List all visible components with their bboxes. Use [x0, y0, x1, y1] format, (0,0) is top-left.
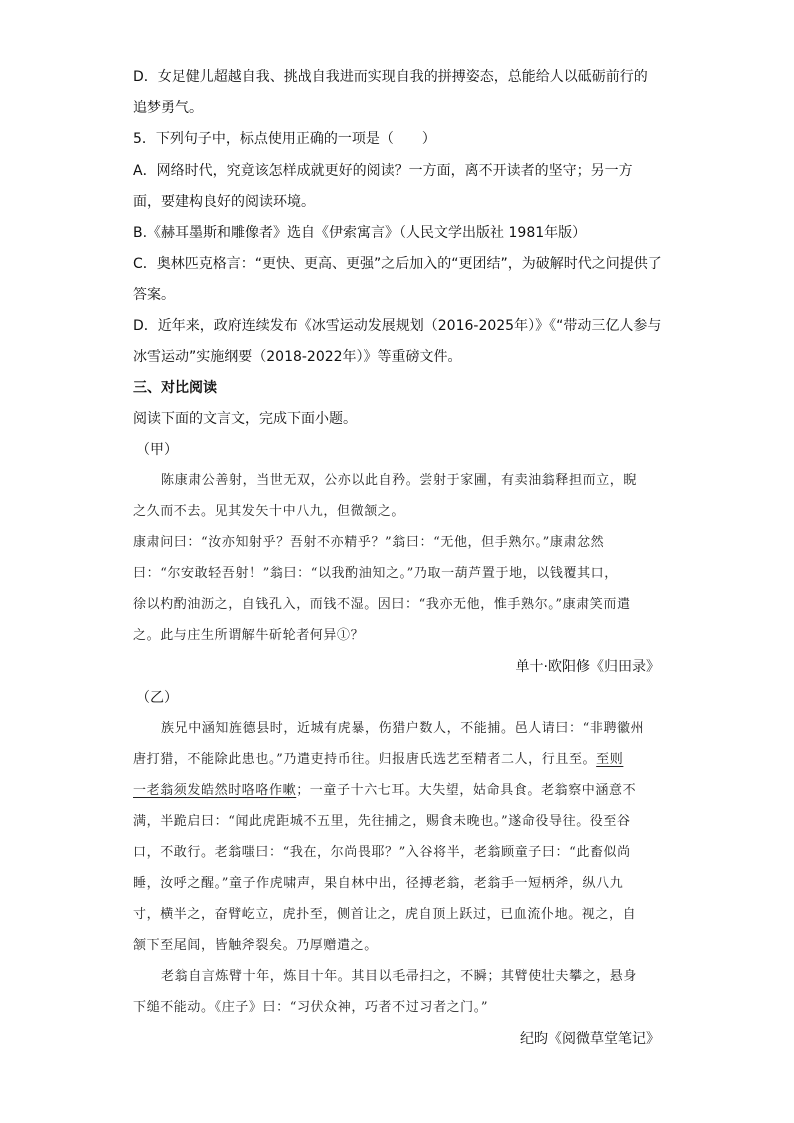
passage-yi-line3 [133, 781, 636, 801]
passage-yi-line8: 颔下至尾闾，皆触斧裂矣。乃厚赠遣之。 [133, 938, 378, 953]
passage-yi-line2 [133, 750, 623, 770]
q5-option-c-line2: 答案。 [133, 287, 175, 303]
passage-yi-line5: 口，不敢行。老翁嗤曰：“我在，尔尚畏耶？”入谷将半，老翁顾童子曰：“此畜似尚 [133, 845, 631, 860]
passage-jia-p1-line2: 之久而不去。见其发矢十中八九，但微颔之。 [133, 504, 406, 519]
passage-yi-line10: 下缒不能动。《庄子》曰：“习伏众神，巧者不过习者之门。” [133, 1000, 489, 1015]
q5-option-a-line1: A．网络时代，究竟该怎样成就更好的阅读？一方面，离不开读者的坚守；另一方 [133, 163, 633, 179]
passage-yi-line2-text: 唐打猎，不能除此患也。”乃遣吏持币往。归报唐氏选艺至精者二人，行且至。 [133, 752, 597, 767]
q5-option-a-line2: 面，要建构良好的阅读环境。 [133, 194, 315, 210]
passage-yi-line4: 满，半跪启曰：“闻此虎距城不五里，先往捕之，赐食未晚也。”遂命役导往。役至谷 [133, 814, 631, 829]
section-instruction: 阅读下面的文言文，完成下面小题。 [133, 411, 357, 427]
passage-yi-line1: 族兄中涵知旌德县时，近城有虎暴，伤猎户数人，不能捕。邑人请曰：“非聘徽州 [161, 721, 645, 736]
section-heading: 三、对比阅读 [133, 380, 217, 396]
q5-option-d-line1: D．近年来，政府连续发布《冰雪运动发展规划（2016-2025年）》《“带动三亿人参与 [133, 318, 662, 334]
q5-stem: 5．下列句子中，标点使用正确的一项是（ ） [133, 131, 436, 147]
q5-option-c-line1: C．奥林匹克格言：“更快、更高、更强”之后加入的“更团结”，为破解时代之问提供了 [133, 256, 662, 272]
passage-jia-source: 单十·欧阳修《归田录》 [515, 659, 660, 675]
passage-jia-p1-line1: 陈康肃公善射，当世无双，公亦以此自矜。尝射于家圃，有卖油翁释担而立，睨 [161, 473, 638, 488]
q5-option-b: B.《赫耳墨斯和雕像者》选自《伊索寓言》（人民文学出版社 1981年版） [133, 225, 587, 241]
underlined-phrase-end: 一老翁须发皓然时咯咯作嗽 [133, 783, 297, 798]
underlined-phrase-start: 至则 [596, 752, 624, 767]
passage-jia-p2-line2: 曰：“尔安敢轻吾射！”翁曰：“以我酌油知之。”乃取一葫芦置于地，以钱覆其口， [133, 566, 618, 581]
passage-yi-label: （乙） [136, 690, 178, 706]
passage-jia-p2-line4: 之。此与庄生所谓解牛斫轮者何异①？ [133, 628, 365, 643]
q4-option-d-line2: 追梦勇气。 [133, 100, 203, 116]
passage-yi-source: 纪昀《阅微草堂笔记》 [520, 1031, 660, 1047]
q4-option-d-line1: D．女足健儿超越自我、挑战自我进而实现自我的拼搏姿态，总能给人以砥砺前行的 [133, 69, 648, 85]
q5-option-d-line2: 冰雪运动”实施纲要（2018-2022年）》等重磅文件。 [133, 349, 462, 365]
passage-yi-line6: 睡，汝呼之醒。”童子作虎啸声，果自林中出，径搏老翁，老翁手一短柄斧，纵八九 [133, 876, 624, 891]
passage-jia-label: （甲） [136, 442, 178, 458]
passage-yi-line9: 老翁自言炼臂十年，炼目十年。其目以毛帚扫之，不瞬；其臂使壮夫攀之，悬身 [161, 969, 638, 984]
passage-yi-line3-text: ；一童子十六七耳。大失望，姑命具食。老翁察中涵意不 [296, 783, 637, 798]
passage-yi-line7: 寸，横半之，奋臂屹立，虎扑至，侧首让之，虎自顶上跃过，已血流仆地。视之，自 [133, 907, 637, 922]
passage-jia-p2-line1: 康肃问曰：“汝亦知射乎？吾射不亦精乎？”翁曰：“无他，但手熟尔。”康肃忿然 [133, 535, 605, 550]
passage-jia-p2-line3: 徐以杓酌油沥之，自钱孔入，而钱不湿。因曰：“我亦无他，惟手熟尔。”康肃笑而遣 [133, 597, 631, 612]
